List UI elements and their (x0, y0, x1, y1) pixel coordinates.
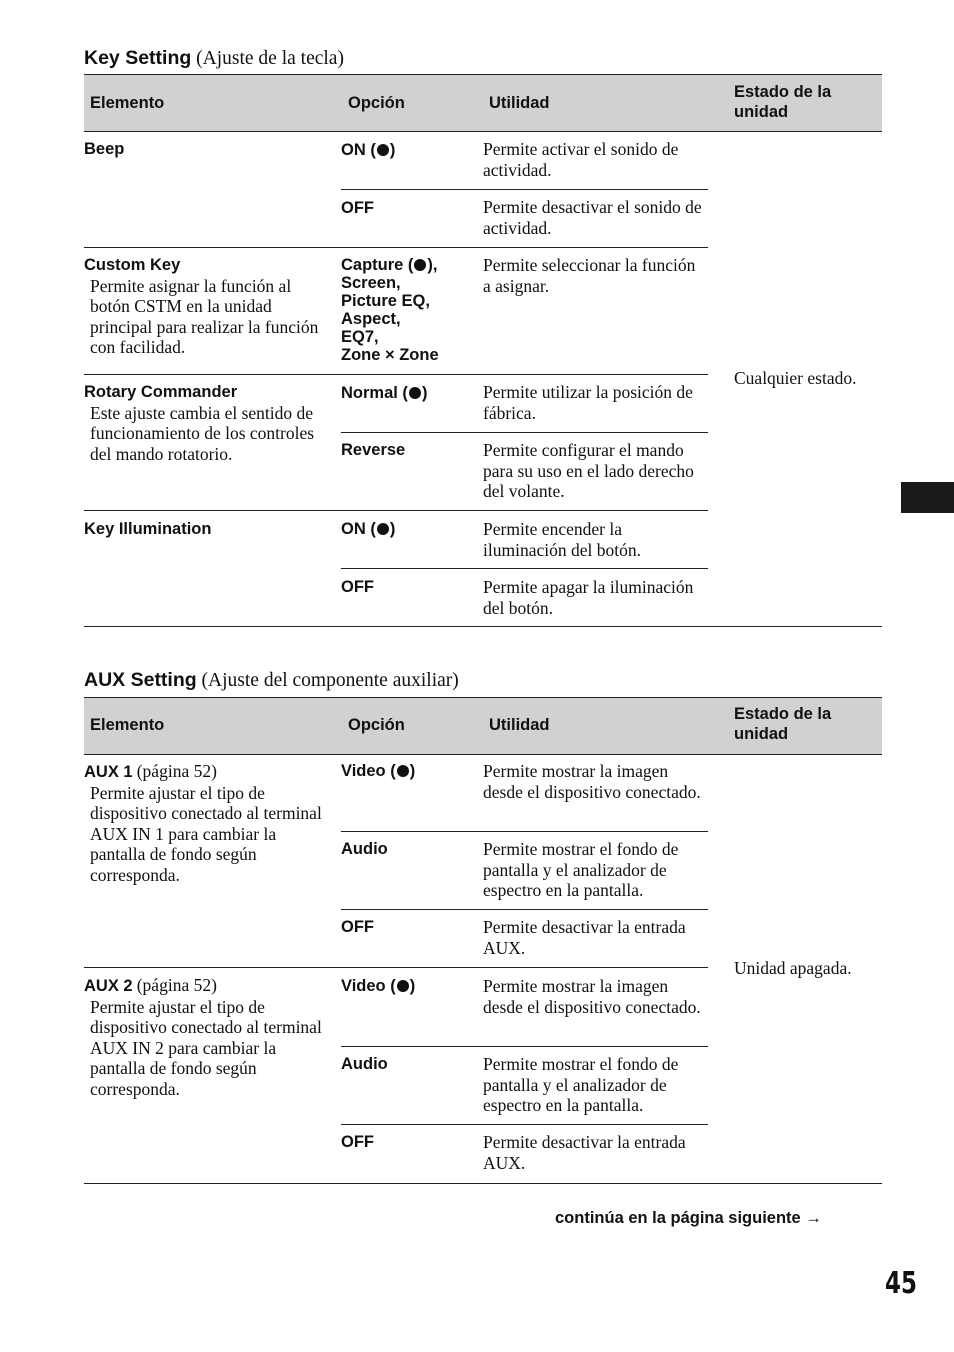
default-setting-bullet-icon (377, 144, 389, 156)
option-cell: OFF (341, 578, 374, 596)
element-name: Key Illumination (84, 520, 212, 538)
section-tab-marker (901, 482, 954, 513)
row-divider (341, 568, 708, 569)
default-setting-bullet-icon (377, 523, 389, 535)
default-setting-bullet-icon (397, 765, 409, 777)
state-cell: Unidad apagada. (734, 958, 852, 978)
element-name: Beep (84, 140, 125, 158)
aux-setting-table (84, 697, 882, 1185)
element-description: Permite ajustar el tipo de dispositivo conectado al terminal AUX IN 1 para cambiar la pantalla de fondo según corresponda. (90, 782, 322, 885)
aux-setting-title (84, 668, 459, 693)
header-elemento: Elemento (90, 94, 165, 112)
row-divider (341, 1124, 708, 1125)
row-divider (341, 831, 708, 832)
page-number: 45 (885, 1266, 917, 1301)
continue-next-page: continúa en la página siguiente → (555, 1209, 822, 1227)
element-description: Permite ajustar el tipo de dispositivo conectado al terminal AUX IN 2 para cambiar la pantalla de fondo según corresponda. (90, 996, 322, 1099)
table-bottom-border (84, 1183, 882, 1184)
header-utilidad: Utilidad (489, 716, 550, 734)
row-divider (341, 1046, 708, 1047)
element-name: Rotary Commander (84, 383, 238, 401)
key-setting-table (84, 74, 882, 627)
utility-cell: Permite apagar la iluminación del botón. (483, 577, 694, 618)
option-cell: Video ( ) (341, 977, 416, 995)
header-opcion: Opción (348, 716, 405, 734)
row-divider (84, 967, 708, 968)
row-divider (341, 909, 708, 910)
row-divider (341, 432, 708, 433)
utility-cell: Permite configurar el mando para su uso en el lado derecho del volante. (483, 440, 694, 501)
option-cell: ON ( ) (341, 520, 396, 538)
default-setting-bullet-icon (397, 980, 409, 992)
utility-cell: Permite desactivar el sonido de actividad. (483, 197, 702, 238)
option-cell: Video ( ) (341, 762, 416, 780)
element-name: AUX 1 (84, 763, 133, 781)
element-name: AUX 2 (84, 977, 133, 995)
key-setting-title (84, 46, 344, 71)
option-cell: Reverse (341, 441, 406, 459)
table-bottom-border (84, 626, 882, 627)
option-cell: Audio (341, 840, 388, 858)
option-cell: Normal ( ) (341, 384, 428, 402)
default-setting-bullet-icon (414, 259, 426, 271)
element-description: Este ajuste cambia el sentido de funcionamiento de los controles del mando rotatorio. (90, 402, 315, 464)
utility-cell: Permite mostrar la imagen desde el dispositivo conectado. (483, 761, 701, 802)
page-reference: (página 52) (136, 975, 217, 995)
option-cell: Capture ( ), Screen, Picture EQ, Aspect, EQ7, Zone × Zone (341, 256, 439, 364)
row-divider (341, 189, 708, 190)
default-setting-bullet-icon (409, 387, 421, 399)
option-cell: OFF (341, 199, 374, 217)
element-aux-1 (84, 761, 329, 885)
element-rotary-commander (84, 382, 329, 464)
element-description: Permite asignar la función al botón CSTM en la unidad principal para realizar la función con facilidad. (90, 275, 319, 357)
header-opcion: Opción (348, 94, 405, 112)
option-cell: ON ( ) (341, 141, 396, 159)
aux-setting-title-sub: (Ajuste del componente auxiliar) (201, 670, 459, 691)
utility-cell: Permite seleccionar la función a asignar. (483, 255, 696, 296)
page-reference: (página 52) (136, 761, 217, 781)
utility-cell: Permite encender la iluminación del botón. (483, 519, 641, 560)
utility-cell: Permite activar el sonido de actividad. (483, 139, 679, 180)
aux-setting-title-main: AUX Setting (84, 669, 197, 691)
utility-cell: Permite desactivar la entrada AUX. (483, 917, 686, 958)
row-divider (84, 510, 708, 511)
utility-cell: Permite mostrar la imagen desde el dispositivo conectado. (483, 976, 701, 1017)
utility-cell: Permite desactivar la entrada AUX. (483, 1132, 686, 1173)
element-name: Custom Key (84, 256, 181, 274)
utility-cell: Permite utilizar la posición de fábrica. (483, 382, 693, 423)
table-header (84, 74, 882, 132)
option-cell: OFF (341, 918, 374, 936)
header-estado: Estado de la unidad (734, 83, 832, 121)
header-elemento: Elemento (90, 716, 165, 734)
utility-cell: Permite mostrar el fondo de pantalla y el analizador de espectro en la pantalla. (483, 1054, 679, 1115)
utility-cell: Permite mostrar el fondo de pantalla y el analizador de espectro en la pantalla. (483, 839, 679, 900)
header-utilidad: Utilidad (489, 94, 550, 112)
table-header (84, 697, 882, 755)
key-setting-title-sub: (Ajuste de la tecla) (196, 48, 344, 69)
row-divider (84, 374, 708, 375)
option-cell: OFF (341, 1133, 374, 1151)
element-custom-key (84, 255, 329, 358)
option-cell: Audio (341, 1055, 388, 1073)
element-aux-2 (84, 975, 329, 1099)
element-beep (84, 139, 329, 160)
state-cell: Cualquier estado. (734, 368, 857, 388)
header-estado: Estado de la unidad (734, 705, 832, 743)
element-key-illumination (84, 519, 329, 540)
row-divider (84, 247, 708, 248)
key-setting-title-main: Key Setting (84, 47, 192, 69)
